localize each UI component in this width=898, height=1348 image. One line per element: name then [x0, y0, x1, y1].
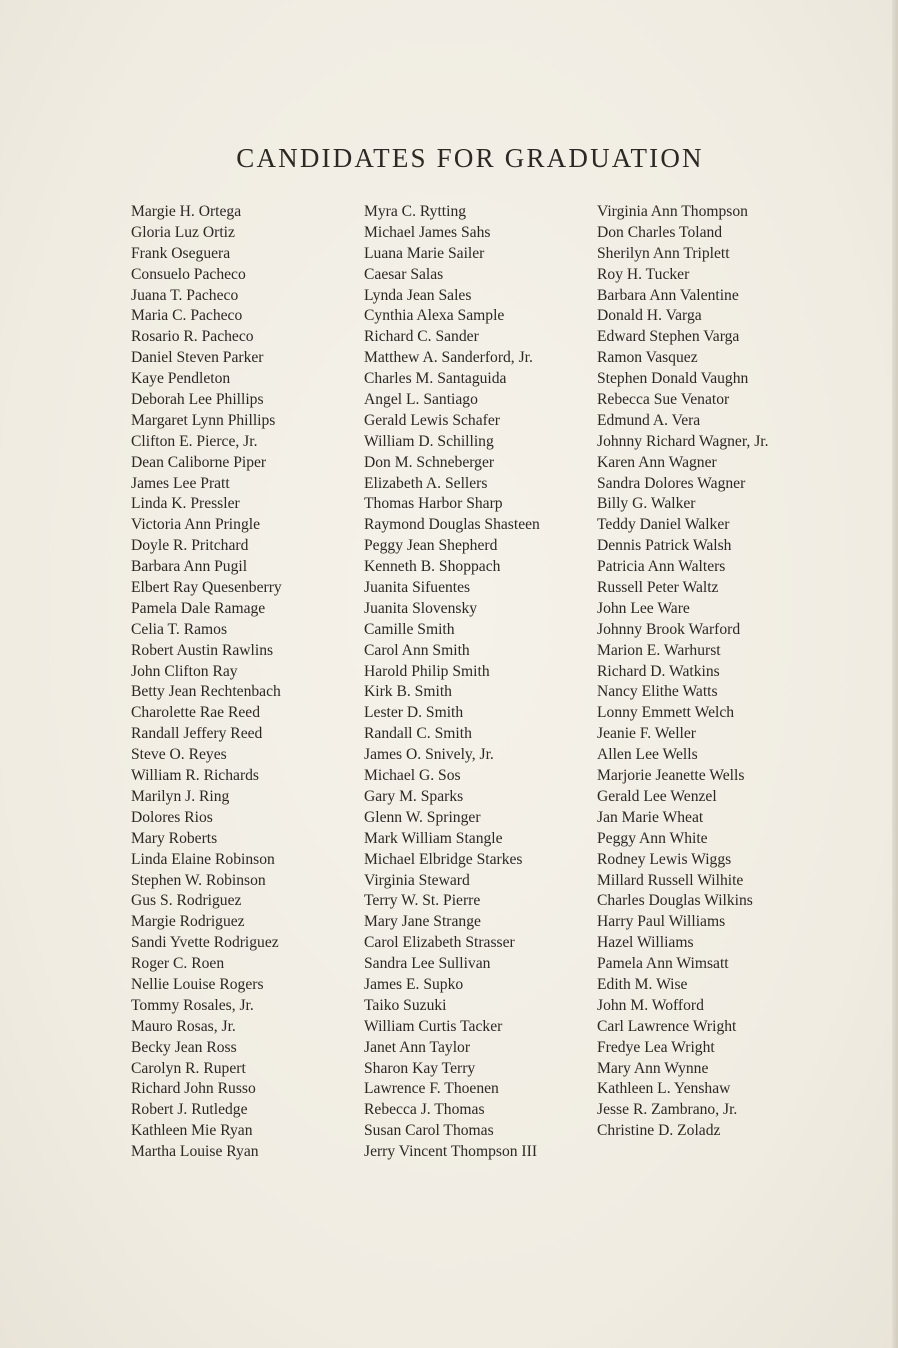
candidate-name: Camille Smith — [364, 620, 455, 638]
candidate-name: Don M. Schneberger — [364, 453, 495, 471]
candidate-name: Deborah Lee Phillips — [131, 391, 264, 409]
candidate-name: Margie Rodriguez — [131, 913, 245, 931]
candidate-name: Jerry Vincent Thompson III — [364, 1143, 538, 1161]
name-column-3 — [597, 202, 769, 1142]
candidate-name: Harold Philip Smith — [364, 662, 490, 680]
candidate-name: Angel L. Santiago — [364, 391, 478, 409]
candidate-name: Carol Ann Smith — [364, 641, 470, 659]
candidate-name: Harry Paul Williams — [597, 913, 726, 931]
candidate-name: Gerald Lewis Schafer — [364, 411, 500, 429]
candidate-name: Dennis Patrick Walsh — [597, 537, 732, 555]
candidate-name: Mauro Rosas, Jr. — [131, 1017, 236, 1035]
candidate-name: Sandra Lee Sullivan — [364, 955, 491, 973]
candidate-name: James Lee Pratt — [131, 474, 230, 492]
candidate-name: Lawrence F. Thoenen — [364, 1080, 499, 1098]
candidate-name: Virginia Ann Thompson — [597, 203, 748, 220]
candidate-name: Jan Marie Wheat — [597, 808, 704, 826]
candidate-name: Edward Stephen Varga — [597, 328, 740, 346]
candidate-name: Roy H. Tucker — [597, 265, 690, 283]
candidate-name: Myra C. Rytting — [364, 203, 467, 220]
candidate-name: Richard John Russo — [131, 1080, 256, 1098]
candidate-name: Marjorie Jeanette Wells — [597, 767, 745, 785]
candidate-name: Rodney Lewis Wiggs — [597, 850, 732, 868]
candidate-name: Allen Lee Wells — [597, 746, 698, 764]
candidate-name: Michael G. Sos — [364, 767, 461, 785]
candidate-name: Millard Russell Wilhite — [597, 871, 744, 889]
candidate-name: Steve O. Reyes — [131, 746, 227, 764]
candidate-name: Rosario R. Pacheco — [131, 328, 254, 346]
candidate-name: John M. Wofford — [597, 996, 704, 1014]
candidate-name: Stephen Donald Vaughn — [597, 370, 749, 388]
candidate-name: Rebecca Sue Venator — [597, 391, 730, 409]
candidate-name: Susan Carol Thomas — [364, 1122, 494, 1140]
candidate-name: Lonny Emmett Welch — [597, 704, 735, 722]
candidate-name: Consuelo Pacheco — [131, 265, 246, 283]
candidate-name: Teddy Daniel Walker — [597, 516, 730, 534]
candidate-name: Gloria Luz Ortiz — [131, 223, 235, 241]
candidate-name: Martha Louise Ryan — [131, 1143, 259, 1161]
candidate-name: Lester D. Smith — [364, 704, 464, 722]
candidate-name: Cynthia Alexa Sample — [364, 307, 505, 325]
candidate-name: Roger C. Roen — [131, 955, 225, 973]
candidate-name: Russell Peter Waltz — [597, 579, 719, 597]
candidate-name: Mark William Stangle — [364, 829, 503, 847]
candidate-name: Janet Ann Taylor — [364, 1038, 471, 1056]
candidate-name: Becky Jean Ross — [131, 1038, 237, 1056]
candidate-name: Gerald Lee Wenzel — [597, 787, 717, 805]
candidate-name: Karen Ann Wagner — [597, 453, 717, 471]
candidate-name: Peggy Jean Shepherd — [364, 537, 498, 555]
candidate-name: Margie H. Ortega — [131, 203, 242, 220]
candidate-name: John Lee Ware — [597, 599, 690, 617]
candidate-name: Pamela Dale Ramage — [131, 599, 266, 617]
candidate-name: Kirk B. Smith — [364, 683, 452, 701]
candidate-name: Carolyn R. Rupert — [131, 1059, 246, 1077]
candidate-name: Clifton E. Pierce, Jr. — [131, 432, 258, 450]
candidate-name: Ramon Vasquez — [597, 349, 698, 367]
candidate-name: Luana Marie Sailer — [364, 244, 485, 262]
candidate-name: Elizabeth A. Sellers — [364, 474, 488, 492]
candidate-name: Johnny Richard Wagner, Jr. — [597, 432, 769, 450]
candidate-name: Stephen W. Robinson — [131, 871, 266, 889]
candidate-name: Sherilyn Ann Triplett — [597, 244, 730, 262]
candidate-name: Gary M. Sparks — [364, 787, 464, 805]
candidate-name: Mary Roberts — [131, 829, 218, 847]
candidate-name: Donald H. Varga — [597, 307, 702, 325]
candidate-name: Randall Jeffery Reed — [131, 725, 263, 743]
candidate-name: Sandra Dolores Wagner — [597, 474, 746, 492]
candidate-name: Sharon Kay Terry — [364, 1059, 476, 1077]
candidate-name: Gus S. Rodriguez — [131, 892, 242, 910]
candidate-name: William D. Schilling — [364, 432, 494, 450]
candidate-name: Kathleen Mie Ryan — [131, 1122, 253, 1140]
candidate-name: Caesar Salas — [364, 265, 444, 283]
candidate-name: Randall C. Smith — [364, 725, 472, 743]
candidate-name: Virginia Steward — [364, 871, 470, 889]
candidate-name: Fredye Lea Wright — [597, 1038, 715, 1056]
candidate-name: John Clifton Ray — [131, 662, 238, 680]
candidate-name: Carl Lawrence Wright — [597, 1017, 737, 1035]
candidate-name: Terry W. St. Pierre — [364, 892, 481, 910]
candidate-name: Marilyn J. Ring — [131, 787, 230, 805]
candidate-name: James O. Snively, Jr. — [364, 746, 494, 764]
candidate-name: Lynda Jean Sales — [364, 286, 472, 304]
candidate-name: Daniel Steven Parker — [131, 349, 264, 367]
candidate-name: Maria C. Pacheco — [131, 307, 243, 325]
candidate-name: Mary Ann Wynne — [597, 1059, 709, 1077]
candidate-name: Patricia Ann Walters — [597, 558, 726, 576]
candidate-name: Christine D. Zoladz — [597, 1122, 721, 1140]
candidate-name: Nancy Elithe Watts — [597, 683, 718, 701]
candidate-name: Carol Elizabeth Strasser — [364, 934, 515, 952]
candidate-name: James E. Supko — [364, 975, 464, 993]
candidate-name: Margaret Lynn Phillips — [131, 411, 276, 429]
candidate-name: Kathleen L. Yenshaw — [597, 1080, 731, 1098]
name-column-1 — [131, 202, 282, 1163]
candidate-name: Thomas Harbor Sharp — [364, 495, 503, 513]
candidate-name: Elbert Ray Quesenberry — [131, 579, 282, 597]
candidate-name: Mary Jane Strange — [364, 913, 481, 931]
candidate-name: Rebecca J. Thomas — [364, 1101, 485, 1119]
candidate-name: Jesse R. Zambrano, Jr. — [597, 1101, 738, 1119]
candidate-name: Billy G. Walker — [597, 495, 696, 513]
candidate-name: Betty Jean Rechtenbach — [131, 683, 281, 701]
candidate-name: Glenn W. Springer — [364, 808, 481, 826]
candidate-name: Robert J. Rutledge — [131, 1101, 248, 1119]
candidate-name: Barbara Ann Valentine — [597, 286, 739, 304]
candidate-name: Peggy Ann White — [597, 829, 708, 847]
candidate-name: Sandi Yvette Rodriguez — [131, 934, 279, 952]
candidate-name: Michael Elbridge Starkes — [364, 850, 523, 868]
candidate-name: William R. Richards — [131, 767, 260, 785]
candidate-name: Juanita Sifuentes — [364, 579, 471, 597]
candidate-name: Celia T. Ramos — [131, 620, 228, 638]
candidate-name: Edmund A. Vera — [597, 411, 701, 429]
candidate-name: Matthew A. Sanderford, Jr. — [364, 349, 533, 367]
candidate-name: Kaye Pendleton — [131, 370, 231, 388]
candidate-name: Hazel Williams — [597, 934, 694, 952]
candidate-name: Dean Caliborne Piper — [131, 453, 267, 471]
candidate-name: Linda Elaine Robinson — [131, 850, 275, 868]
candidate-name: Edith M. Wise — [597, 975, 688, 993]
candidate-name: Charles M. Santaguida — [364, 370, 507, 388]
candidate-name: Jeanie F. Weller — [597, 725, 696, 743]
candidate-name: Charles Douglas Wilkins — [597, 892, 753, 910]
name-column-2 — [364, 202, 540, 1163]
candidate-name: Juana T. Pacheco — [131, 286, 239, 304]
candidate-name: Richard D. Watkins — [597, 662, 720, 680]
candidate-name: Marion E. Warhurst — [597, 641, 721, 659]
candidate-name: Taiko Suzuki — [364, 996, 447, 1014]
candidate-name: Johnny Brook Warford — [597, 620, 741, 638]
candidate-name: Richard C. Sander — [364, 328, 479, 346]
candidate-name: Nellie Louise Rogers — [131, 975, 264, 993]
candidate-name: Raymond Douglas Shasteen — [364, 516, 540, 534]
candidate-name: Pamela Ann Wimsatt — [597, 955, 729, 973]
candidate-name: Linda K. Pressler — [131, 495, 240, 513]
candidate-name: Doyle R. Pritchard — [131, 537, 249, 555]
candidate-name: Tommy Rosales, Jr. — [131, 996, 254, 1014]
candidate-name: Barbara Ann Pugil — [131, 558, 248, 576]
candidate-name: William Curtis Tacker — [364, 1017, 503, 1035]
page-title: CANDIDATES FOR GRADUATION — [236, 143, 704, 173]
candidate-name: Michael James Sahs — [364, 223, 491, 241]
candidate-name: Charolette Rae Reed — [131, 704, 261, 722]
candidate-name: Victoria Ann Pringle — [131, 516, 260, 534]
candidate-name: Dolores Rios — [131, 808, 213, 826]
candidate-name: Frank Oseguera — [131, 244, 231, 262]
candidate-name: Don Charles Toland — [597, 223, 723, 241]
candidate-name: Juanita Slovensky — [364, 599, 478, 617]
candidate-name: Kenneth B. Shoppach — [364, 558, 501, 576]
page-edge — [892, 0, 898, 1348]
candidate-name: Robert Austin Rawlins — [131, 641, 274, 659]
